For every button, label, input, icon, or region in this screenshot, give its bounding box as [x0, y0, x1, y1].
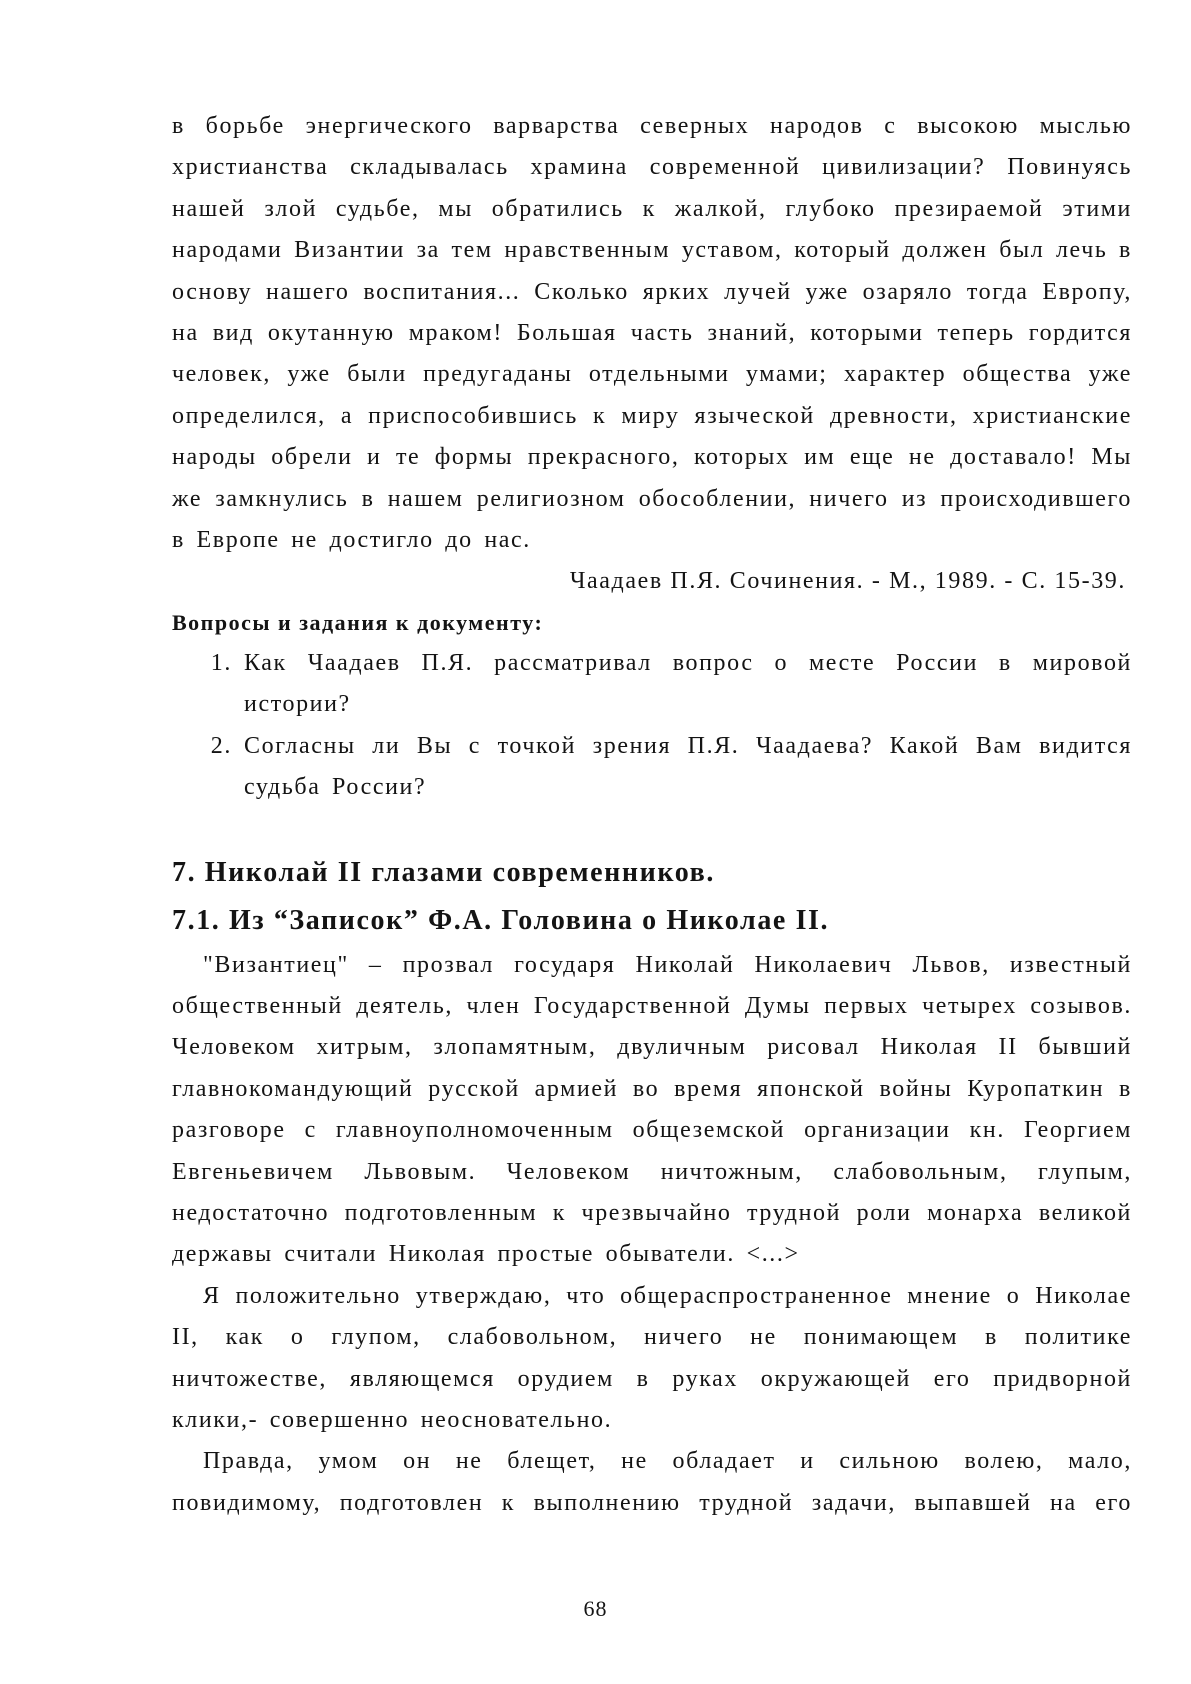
page-body — [172, 106, 1132, 1524]
question-text: Как Чаадаев П.Я. рассматривал вопрос о месте России в мировой истории? — [244, 649, 1132, 718]
question-item — [172, 726, 1132, 809]
questions-list — [172, 643, 1132, 809]
question-item — [172, 643, 1132, 726]
body-paragraph: Правда, умом он не блещет, не обладает и сильною волею, мало, повидимому, подготовлен к выполнению трудной задачи, выпавшей на его — [172, 1448, 1132, 1516]
quote-paragraph: в борьбе энергического варварства северных народов с высокою мыслью христианства складывалась храмина современной цивилизации? Повинуясь нашей злой судьбе, мы обратились к жалкой, глубоко презираемой этими народами Византии за тем нравственным уставом, который должен был лечь в основу нашего воспитания... Сколько ярких лучей уже озаряло тогда Европу, на вид окутанную мраком! Большая часть знаний, которыми теперь гордится человек, уже были предугаданы отдельными умами; характер общества уже определился, а приспособившись к миру языческой древности, христианские народы обрели и те формы прекрасного, которых им еще не доставало! Мы же замкнулись в нашем религиозном обособлении, ничего из происходившего в Европе не достигло до нас. — [172, 113, 1132, 554]
section-title: 7. Николай II глазами современников. — [172, 856, 715, 888]
citation: Чаадаев П.Я. Сочинения. - М., 1989. - С. 15-39. — [569, 568, 1126, 595]
subsection-title: 7.1. Из “Записок” Ф.А. Головина о Николае II. — [172, 904, 830, 936]
question-number: 1. — [210, 649, 232, 676]
question-number: 2. — [210, 732, 232, 759]
question-text: Согласны ли Вы с точкой зрения П.Я. Чаадаева? Какой Вам видится судьба России? — [244, 732, 1132, 801]
questions-heading: Вопросы и задания к документу: — [172, 609, 544, 635]
body-paragraph: Я положительно утверждаю, что общераспространенное мнение о Николае II, как о глупом, слабовольном, ничего не понимающем в политике ничтожестве, являющемся орудием в руках окружающей его придворной клики,- совершенно неосновательно. — [172, 1282, 1132, 1433]
body-paragraph: "Византиец" – прозвал государя Николай Николаевич Львов, известный общественный деятель, член Государственной Думы первых четырех созывов. Человеком хитрым, злопамятным, двуличным рисовал Николая II бывший главнокомандующий русской армией во время японской войны Куропаткин в разговоре с главноуполномоченным общеземской организации кн. Георгием Евгеньевичем Львовым. Человеком ничтожным, слабовольным, глупым, недостаточно подготовленным к чрезвычайно трудной роли монарха великой державы считали Николая простые обыватели. <...> — [172, 951, 1132, 1268]
page-number: 68 — [583, 1596, 608, 1621]
